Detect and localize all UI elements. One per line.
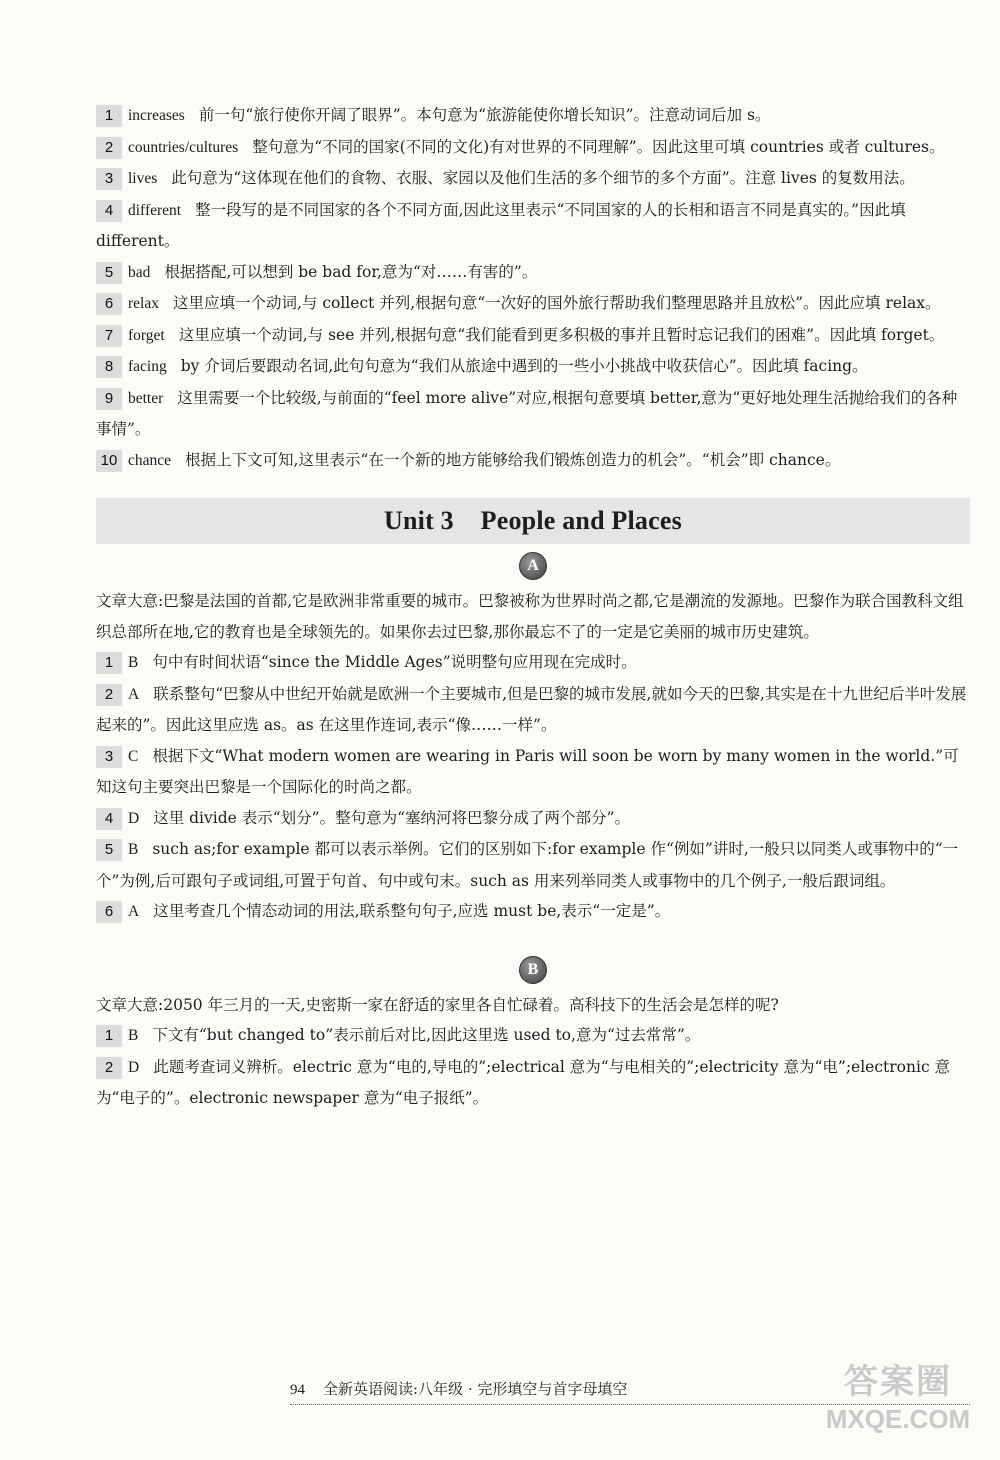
answer-number: 10 (96, 450, 122, 472)
answer-item (96, 445, 970, 477)
answer-item (96, 741, 970, 803)
answer-word: chance (128, 451, 172, 469)
section-a (96, 586, 970, 928)
section-a-badge-row (96, 552, 970, 580)
answer-word: forget (128, 326, 165, 344)
answer-item (96, 100, 970, 132)
answer-word: facing (128, 358, 167, 375)
answer-explanation: 联系整句“巴黎从中世纪开始就是欧洲一个主要城市,但是巴黎的城市发展,就如今天的巴黎,其实是在十九世纪后半叶发展起来的”。因此这里应选 as。as 在这里作连词,表示“像……一样”。 (96, 684, 967, 734)
answer-item (96, 647, 970, 679)
answer-explanation: 句中有时间状语“since the Middle Ages”说明整句应用现在完成时。 (152, 653, 637, 671)
page-content (96, 100, 970, 1114)
answer-number: 6 (96, 293, 122, 315)
answer-explanation: 这里应填一个动词,与 collect 并列,根据句意“一次好的国外旅行帮助我们整理思路并且放松”。因此应填 relax。 (172, 294, 941, 312)
answer-item (96, 320, 970, 352)
answer-number: 1 (96, 1025, 122, 1047)
section-b-badge-row (96, 956, 970, 984)
section-b (96, 990, 970, 1114)
spacer (96, 928, 970, 952)
page-number: 94 (290, 1382, 305, 1398)
answer-explanation: 根据搭配,可以想到 be bad for,意为“对……有害的”。 (164, 262, 538, 281)
answer-explanation: 下文有“but changed to”表示前后对比,因此这里选 used to,意为“过去常常”。 (152, 1026, 701, 1044)
answer-item (96, 288, 970, 320)
answer-item (96, 132, 970, 164)
answer-number: 2 (96, 1057, 122, 1079)
watermark-top: 答案圈 (844, 1363, 952, 1401)
answer-explanation: 这里 divide 表示“划分”。整句意为“塞纳河将巴黎分成了两个部分”。 (153, 808, 630, 827)
section-b-badge: B (519, 956, 547, 984)
answer-choice: A (128, 903, 140, 920)
answer-item (96, 257, 970, 289)
answer-explanation: 根据上下文可知,这里表示“在一个新的地方能够给我们锻炼创造力的机会”。“机会”即 chance。 (185, 450, 841, 469)
answer-word: different (128, 201, 182, 219)
answer-choice: A (128, 685, 140, 703)
answer-explanation: 前一句“旅行使你开阔了眼界”。本句意为“旅游能使你增长知识”。注意动词后加 s。 (198, 106, 771, 124)
answer-number: 3 (96, 168, 122, 190)
section-1-answers (96, 100, 970, 476)
answer-explanation: 这里应填一个动词,与 see 并列,根据句意“我们能看到更多积极的事并且暂时忘记我们的困难”。因此填 forget。 (178, 325, 945, 344)
answer-item (96, 803, 970, 835)
answer-explanation: 这里需要一个比较级,与前面的“feel more alive”对应,根据句意要填 better,意为“更好地处理生活抛给我们的各种事情”。 (96, 388, 958, 438)
section-a-summary: 文章大意:巴黎是法国的首都,它是欧洲非常重要的城市。巴黎被称为世界时尚之都,它是潮流的发源地。巴黎作为联合国教科文组织总部所在地,它的教育也是全球领先的。如果你去过巴黎,那你最忘不了的一定是它美丽的城市历史建筑。 (96, 592, 964, 641)
answer-item (96, 163, 970, 195)
answer-explanation: 整句意为“不同的国家(不同的文化)有对世界的不同理解”。因此这里可填 countries 或者 cultures。 (252, 137, 945, 156)
answer-word: lives (128, 170, 158, 187)
answer-number: 2 (96, 684, 122, 706)
answer-number: 5 (96, 839, 122, 861)
answer-number: 3 (96, 746, 122, 768)
answer-word: increases (128, 107, 185, 124)
answer-word: better (128, 389, 164, 407)
answer-item (96, 896, 970, 928)
answer-explanation: 根据下文“What modern women are wearing in Paris will soon be worn by many women in the world.”可知这句主要突出巴黎是一个国际化的时尚之都。 (96, 746, 959, 796)
answer-choice: D (128, 809, 140, 827)
answer-word: relax (128, 295, 159, 312)
answer-number: 6 (96, 901, 122, 923)
answer-number: 7 (96, 325, 122, 347)
book-title: 全新英语阅读:八年级 · 完形填空与首字母填空 (323, 1380, 628, 1398)
answer-word: bad (128, 263, 151, 281)
section-b-summary: 文章大意:2050 年三月的一天,史密斯一家在舒适的家里各自忙碌着。高科技下的生活会是怎样的呢? (96, 995, 779, 1014)
answer-choice: D (128, 1058, 140, 1076)
answer-explanation: 此句意为“这体现在他们的食物、衣服、家园以及他们生活的多个细节的多个方面”。注意 lives 的复数用法。 (171, 169, 915, 187)
unit-title: Unit 3 People and Places (384, 506, 682, 535)
answer-explanation: by 介词后要跟动名词,此句句意为“我们从旅途中遇到的一些小小挑战中收获信心”。因此填 facing。 (180, 357, 868, 375)
answer-number: 9 (96, 388, 122, 410)
answer-choice: B (128, 841, 139, 858)
answer-choice: B (128, 654, 139, 671)
answer-number: 4 (96, 200, 122, 222)
answer-item (96, 679, 970, 741)
answer-number: 4 (96, 808, 122, 830)
answer-explanation: such as;for example 都可以表示举例。它们的区别如下:for example 作“例如”讲时,一般只以同类人或事物中的“一个”为例,后可跟句子或词组,可置于句首、句中或句末。such as 用来列举同类人或事物中的几个例子,一般后跟词组。 (96, 840, 959, 890)
answer-item (96, 834, 970, 896)
answer-explanation: 这里考查几个情态动词的用法,联系整句句子,应选 must be,表示“一定是”。 (153, 902, 671, 920)
watermark (818, 1360, 978, 1450)
section-a-badge: A (519, 552, 547, 580)
answer-item (96, 195, 970, 257)
watermark-bottom: MXQE.COM (825, 1404, 971, 1434)
answer-explanation: 此题考查词义辨析。electric 意为“电的,导电的”;electrical 意为“与电相关的”;electricity 意为“电”;electronic 意为“电子的”。electronic newspaper 意为“电子报纸”。 (96, 1057, 951, 1107)
answer-word: countries/cultures (128, 138, 239, 156)
answer-item (96, 383, 970, 445)
answer-number: 2 (96, 137, 122, 159)
answer-number: 5 (96, 262, 122, 284)
unit-heading (96, 498, 970, 544)
answer-choice: C (128, 747, 139, 765)
answer-number: 1 (96, 105, 122, 127)
answer-choice: B (128, 1027, 139, 1044)
answer-number: 8 (96, 356, 122, 378)
answer-item (96, 351, 970, 383)
answer-item (96, 1020, 970, 1052)
answer-explanation: 整一段写的是不同国家的各个不同方面,因此这里表示“不同国家的人的长相和语言不同是真实的。”因此填 different。 (96, 200, 906, 250)
answer-number: 1 (96, 652, 122, 674)
answer-item (96, 1052, 970, 1114)
